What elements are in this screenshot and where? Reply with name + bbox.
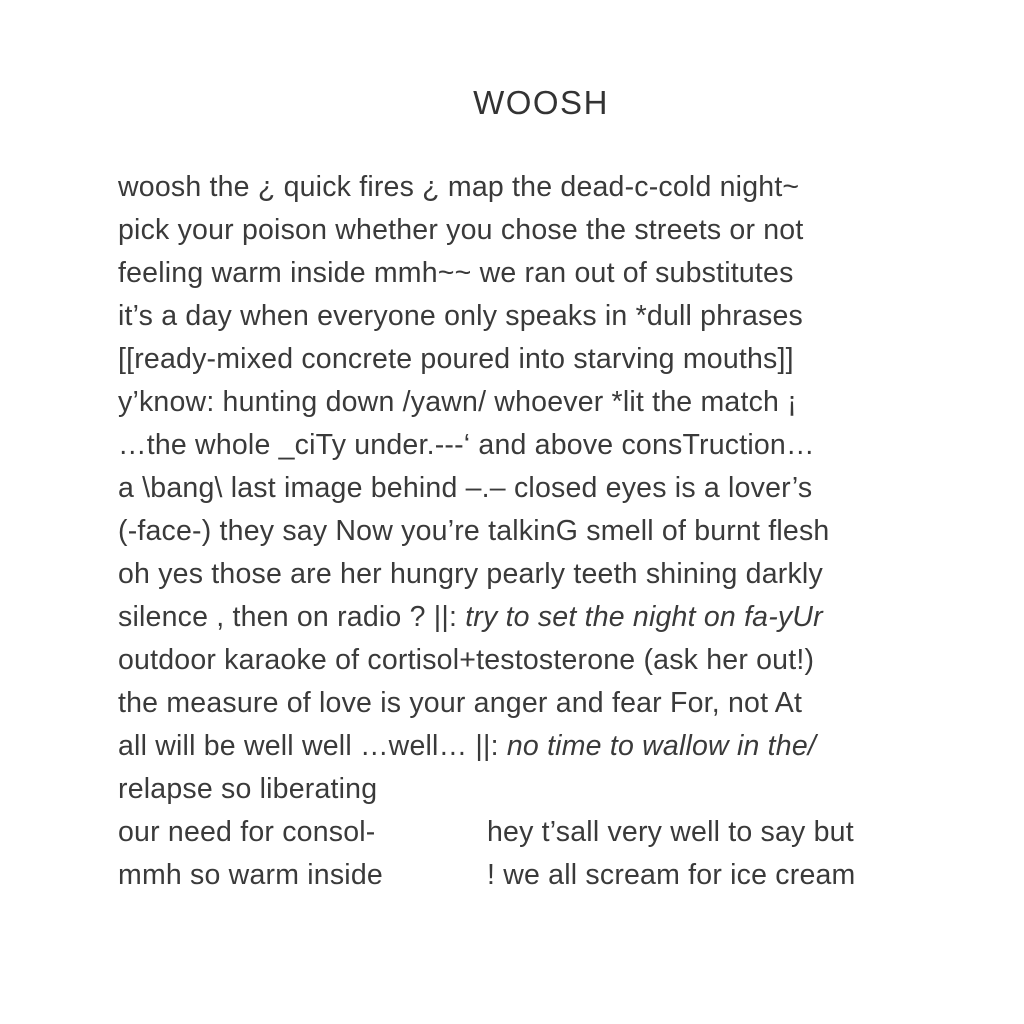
- poem-segment: all will be well well …well… ||:: [118, 730, 507, 762]
- poem-line: woosh the ¿ quick fires ¿ map the dead-c-cold night~: [118, 171, 800, 203]
- poem-line: [118, 854, 978, 897]
- poem-line: …the whole _ciTy under.---‘ and above consTruction…: [118, 429, 815, 461]
- poem-line-left-column: our need for consol-: [118, 816, 376, 848]
- poem-segment: silence , then on radio ? ||:: [118, 601, 466, 633]
- poem-line: outdoor karaoke of cortisol+testosterone (ask her out!): [118, 644, 815, 676]
- poem-line-right-column: hey t’sall very well to say but: [487, 816, 854, 848]
- poem-line: it’s a day when everyone only speaks in *dull phrases: [118, 300, 803, 332]
- poem-line: relapse so liberating: [118, 773, 378, 805]
- poem-title: WOOSH: [473, 84, 609, 121]
- poem-line-left-column: mmh so warm inside: [118, 859, 383, 891]
- poem-line: [118, 811, 978, 854]
- poem-line: the measure of love is your anger and fear For, not At: [118, 687, 803, 719]
- poem-segment-italic: try to set the night on fa-yUr: [465, 601, 823, 633]
- poem-line: oh yes those are her hungry pearly teeth shining darkly: [118, 558, 823, 590]
- poem-line: [118, 725, 978, 768]
- poem-body: [118, 166, 978, 897]
- poem-line-right-column: ! we all scream for ice cream: [487, 859, 856, 891]
- poem-line: pick your poison whether you chose the streets or not: [118, 214, 804, 246]
- poem-line: feeling warm inside mmh~~ we ran out of substitutes: [118, 257, 794, 289]
- poem-segment-italic: no time to wallow in the/: [506, 730, 816, 762]
- poem-line: y’know: hunting down /yawn/ whoever *lit the match ¡: [118, 386, 797, 418]
- poem-line: (-face-) they say Now you’re talkinG smell of burnt flesh: [118, 515, 830, 547]
- poem-line: [[ready-mixed concrete poured into starving mouths]]: [118, 343, 794, 375]
- poem-line: [118, 596, 978, 639]
- poem-line: a \bang\ last image behind –.– closed eyes is a lover’s: [118, 472, 813, 504]
